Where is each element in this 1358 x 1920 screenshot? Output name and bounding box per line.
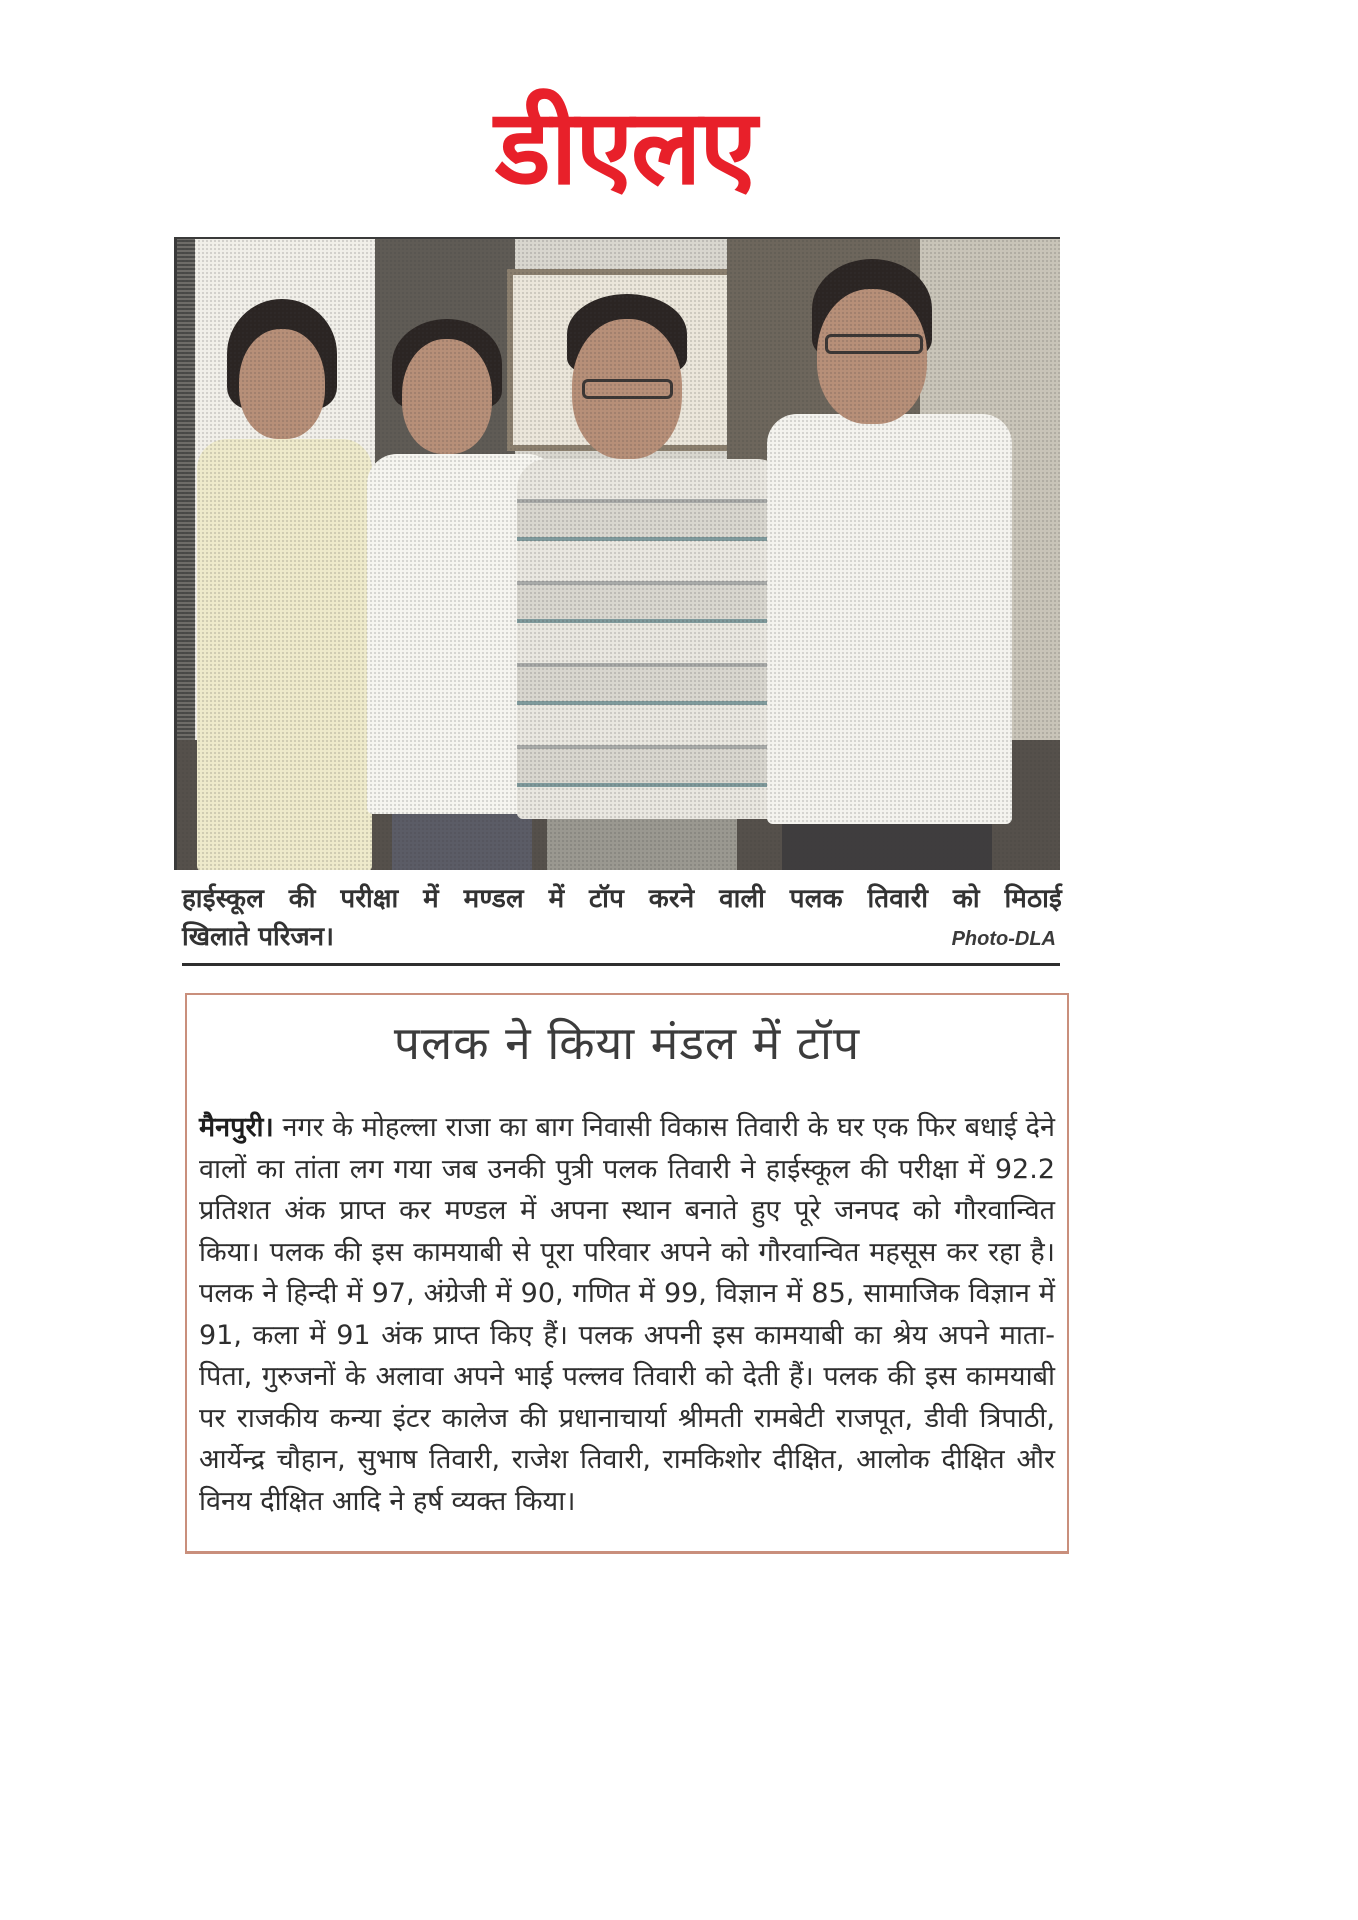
photo-caption (182, 880, 1062, 956)
news-photo (174, 237, 1060, 870)
caption-line-1: हाईस्कूल की परीक्षा में मण्डल में टॉप करने वाली पलक तिवारी को मिठाई (182, 884, 1062, 914)
photo-credit: Photo-DLA (951, 928, 1056, 950)
caption-line-2: खिलाते परिजन। (182, 922, 334, 952)
article-dateline: मैनपुरी। (199, 1112, 274, 1143)
newspaper-logo: डीएलए (494, 86, 756, 208)
masthead (420, 82, 830, 212)
article-body (199, 1091, 1055, 1522)
article-headline: पलक ने किया मंडल में टॉप (393, 1016, 861, 1070)
article-box (185, 993, 1069, 1554)
article-body-text: नगर के मोहल्ला राजा का बाग निवासी विकास तिवारी के घर एक फिर बधाई देने वालों का तांता लग गया जब उनकी पुत्री पलक तिवारी ने हाईस्कूल की परीक्षा में 92.2 प्रतिशत अंक प्राप्त कर मण्डल में अपना स्थान बनाते हुए पूरे जनपद को गौरवान्वित किया। पलक की इस कामयाबी से पूरा परिवार अपने को गौरवान्वित महसूस कर रहा है। पलक ने हिन्दी में 97, अंग्रेजी में 90, गणित में 99, विज्ञान में 85, सामाजिक विज्ञान में 91, कला में 91 अंक प्राप्त किए हैं। पलक अपनी इस कामयाबी का श्रेय अपने माता-पिता, गुरुजनों के अलावा अपने भाई पल्लव तिवारी को देती हैं। पलक की इस कामयाबी पर राजकीय कन्या इंटर कालेज की प्रधानाचार्या श्रीमती रामबेटी राजपूत, डीवी त्रिपाठी, आर्येन्द्र चौहान, सुभाष तिवारी, राजेश तिवारी, रामकिशोर दीक्षित, आलोक दीक्षित और विनय दीक्षित आदि ने हर्ष व्यक्त किया। (199, 1112, 1055, 1517)
caption-divider (182, 963, 1060, 966)
